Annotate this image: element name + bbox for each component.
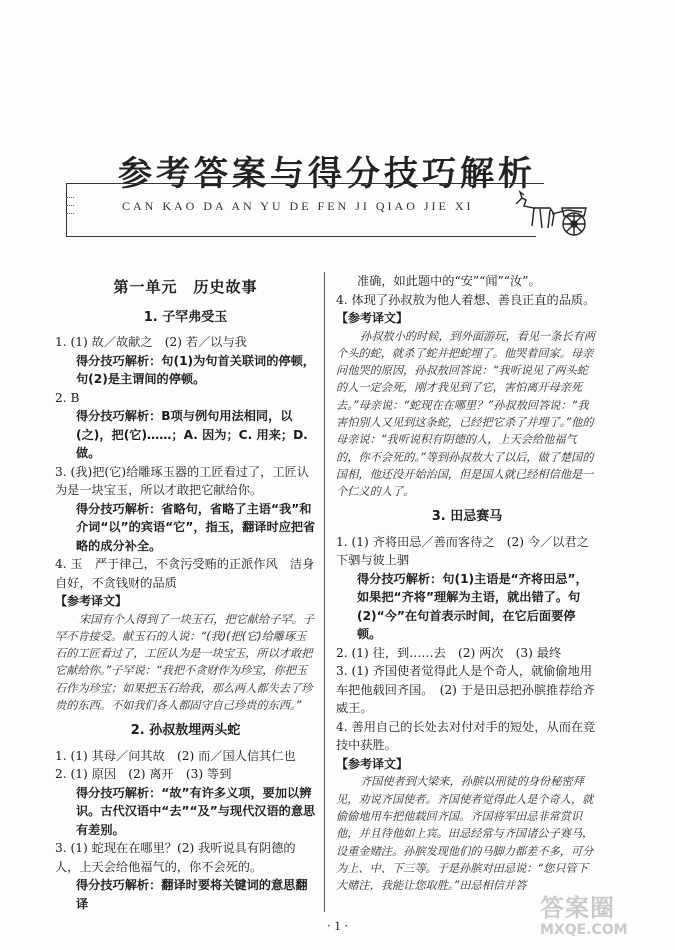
reference-translation: 齐国使者到大梁来，孙膑以刑徒的身份秘密拜见，劝说齐国使者。齐国使者觉得此人是个奇人，就偷偷地用车把他载回齐国。齐国将军田忌非常赏识他，并且待他如上宾。田忌经常与齐国诸公子赛马，设重金赌注。孙膑发现他们的马脚力都差不多，可分为上、中、下三等。于是孙膑对田忌说：“您只管下大赌注，我能让您取胜。”田忌相信并答 [336, 775, 594, 893]
scoring-tip: 得分技巧解析：省略句，省略了主语“我”和介词“以”的宾语“它”，指玉，翻译时应把省略的成分补全。 [76, 501, 316, 553]
page-header [0, 0, 675, 260]
frame-dotted-line [66, 197, 74, 198]
reference-translation-label: 【参考译文】 [336, 756, 409, 771]
title-pinyin: CAN KAO DA AN YU DE FEN JI QIAO JIE XI [122, 199, 474, 213]
scoring-tip: 得分技巧解析：翻译时要将关键词的意思翻译 [76, 878, 308, 911]
frame-dotted-line [66, 205, 74, 206]
scoring-tip: 得分技巧解析：句(1)为句首关联词的停顿，句(2)是主谓间的停顿。 [76, 353, 315, 386]
section-title: 2. 孙叔敖埋两头蛇 [130, 723, 241, 739]
answer-item: 3. (我)把(它)给雕琢玉器的工匠看过了，工匠认为是一块宝玉，所以才敢把它献给你。 [55, 464, 309, 497]
title-frame-left [66, 183, 67, 236]
reference-translation: 孙叔敖小的时候，到外面游玩，看见一条长有两个头的蛇，就杀了蛇并把蛇埋了。他哭着回家。母亲问他哭的原因，孙叔敖回答说：“我听说见了两头蛇的人一定会死，刚才我见到了它，害怕离开母亲死去。”母亲说：“蛇现在在哪里？”孙叔敖回答说：“我害怕别人又见到这条蛇，已经把它杀了并埋了。”他的母亲说：“我听说积有阴德的人，上天会给他福气的，你不会死的。”等到孙叔敖大了以后，做了楚国的国相，他还没开始治国，但是国人就已经相信他是一个仁义的人了。 [336, 329, 595, 499]
answer-item: 1. (1) 故／故献之 (2) 若／以与我 [55, 335, 247, 349]
section-title: 3. 田忌赛马 [431, 509, 503, 525]
right-column [336, 272, 598, 895]
page-title: 参考答案与得分技巧解析 [118, 154, 536, 194]
frame-dotted-line [66, 213, 74, 214]
answer-item: 4. 善用自己的长处去对付对手的短处，从而在竞技中获胜。 [336, 719, 596, 753]
scoring-tip-continued: 准确，如此题中的“安”“闻”“汝”。 [357, 274, 541, 288]
column-divider [324, 272, 325, 912]
answer-item: 1. (1) 其母／问其故 (2) 而／国人信其仁也 [55, 748, 296, 763]
left-column [55, 270, 316, 913]
unit-title: 第一单元 历史故事 [113, 278, 258, 296]
horse-carriage-illustration [510, 186, 592, 242]
page-number: · 1 · [326, 918, 349, 933]
scoring-tip: 得分技巧解析：B项与例句用法相同，以(之)，把(它)……；A. 因为；C. 用来；D. 做。 [76, 409, 308, 460]
watermark-url: MXQE.COM [540, 922, 628, 938]
answer-item: 2. (1) 往，到……去 (2) 两次 (3) 最终 [336, 645, 562, 660]
watermark-logo: 答案圈 [540, 894, 615, 922]
scoring-tip: 得分技巧解析：句(1)主语是“齐将田忌”，如果把“齐将”理解为主语，就出错了。句(2)“今”在句首表示时间，在它后面要停顿。 [357, 571, 588, 642]
section-title: 1. 子罕弗受玉 [143, 309, 228, 325]
answer-item: 2. B [55, 390, 80, 405]
title-frame-bottom [66, 236, 536, 237]
reference-translation-label: 【参考译文】 [55, 594, 128, 608]
answer-item: 2. (1) 原因 (2) 离开 (3) 等到 [55, 767, 232, 782]
answer-item: 4. 玉 严于律己，不贪污受贿的正派作风 洁身自好，不贪钱财的品质 [55, 557, 315, 590]
reference-translation: 宋国有个人得到了一块玉石，把它献给子罕。子罕不肯接受。献玉石的人说：“(我)(把(它)给雕琢玉石的工匠看过了，工匠认为是一块宝玉，所以才敢把它献给你。”子罕说：“我把不贪财作为珍宝，你把玉石作为珍宝；如果把玉石给我，那么两人都失去了珍贵的东西。不如我们各人都固守自己珍贵的东西。” [55, 612, 314, 712]
answer-item: 4. 体现了孙叔敖为他人着想、善良正直的品质。 [336, 292, 596, 307]
reference-translation-label: 【参考译文】 [336, 311, 409, 325]
answer-item: 1. (1) 齐将田忌／善而客待之 (2) 今／以君之下驷与彼上驷 [336, 534, 589, 568]
answer-item: 3. (1) 齐国使者觉得此人是个奇人，就偷偷地用车把他载回齐国。 (2) 于是田忌把孙膑推荐给齐威王。 [336, 664, 595, 716]
title-frame-top [66, 183, 544, 184]
answer-item: 3. (1) 蛇现在在哪里？(2) 我听说具有阴德的人，上天会给他福气的，你不会死的。 [55, 841, 296, 874]
scoring-tip: 得分技巧解析：“故”有许多义项，要加以辨识。古代汉语中“去”“及”与现代汉语的意思有差别。 [76, 785, 316, 837]
